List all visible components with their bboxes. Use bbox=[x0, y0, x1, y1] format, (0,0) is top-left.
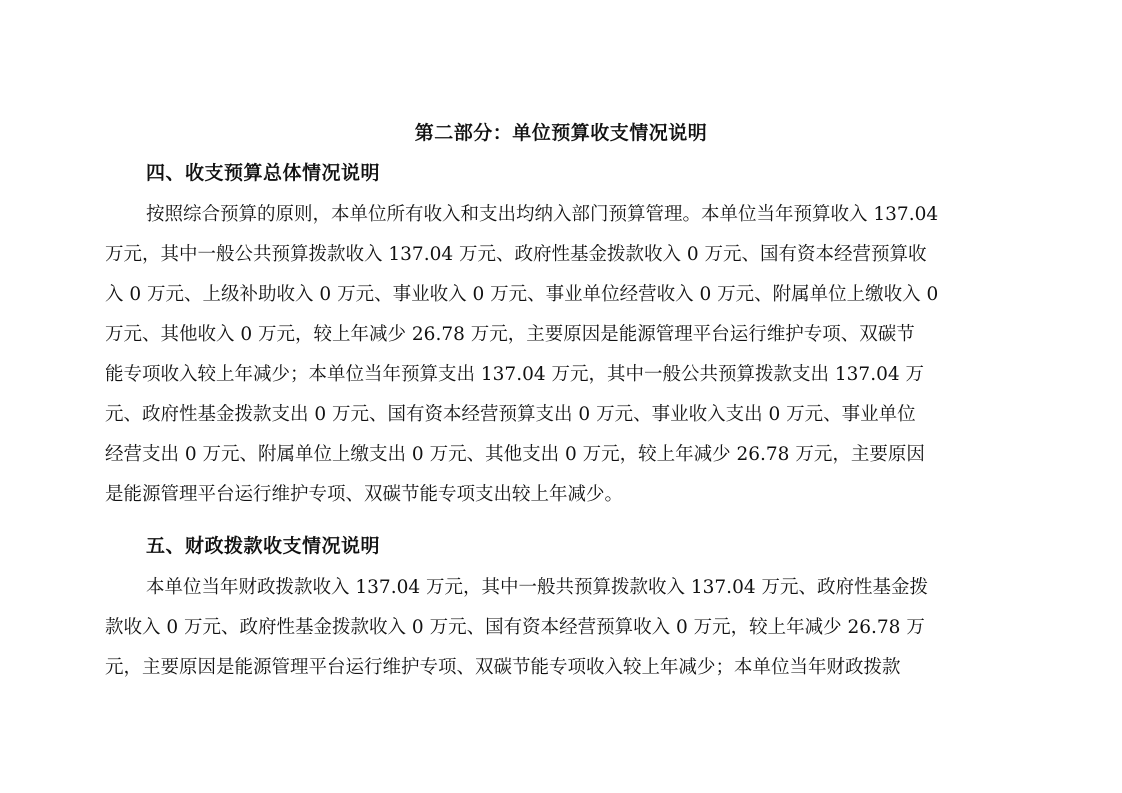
section-heading-fiscal-appropriation: 五、财政拨款收支情况说明 bbox=[146, 535, 381, 557]
paragraph-fiscal-appropriation bbox=[105, 568, 1025, 688]
text-line: 能专项收入较上年减少；本单位当年预算支出 137.04 万元，其中一般公共预算拨款支出 137.04 万 bbox=[105, 364, 924, 385]
section-heading-budget-overview: 四、收支预算总体情况说明 bbox=[146, 162, 381, 184]
text-line: 是能源管理平台运行维护专项、双碳节能专项支出较上年减少。 bbox=[105, 484, 624, 505]
text-line: 本单位当年财政拨款收入 137.04 万元，其中一般共预算拨款收入 137.04 万元、政府性基金拨 bbox=[146, 577, 928, 598]
text-line: 万元、其他收入 0 万元，较上年减少 26.78 万元，主要原因是能源管理平台运行维护专项、双碳节 bbox=[105, 324, 915, 345]
paragraph-budget-overview bbox=[105, 195, 1025, 515]
text-line: 元、政府性基金拨款支出 0 万元、国有资本经营预算支出 0 万元、事业收入支出 0 万元、事业单位 bbox=[105, 404, 916, 425]
text-line: 款收入 0 万元、政府性基金拨款收入 0 万元、国有资本经营预算收入 0 万元，较上年减少 26.78 万 bbox=[105, 617, 925, 638]
text-line: 经营支出 0 万元、附属单位上缴支出 0 万元、其他支出 0 万元，较上年减少 26.78 万元，主要原因 bbox=[105, 444, 925, 465]
text-line: 元，主要原因是能源管理平台运行维护专项、双碳节能专项收入较上年减少；本单位当年财政拨款 bbox=[105, 657, 901, 678]
part-title: 第二部分：单位预算收支情况说明 bbox=[414, 122, 708, 144]
text-line: 按照综合预算的原则，本单位所有收入和支出均纳入部门预算管理。本单位当年预算收入 137.04 bbox=[146, 204, 939, 225]
text-line: 万元，其中一般公共预算拨款收入 137.04 万元、政府性基金拨款收入 0 万元、国有资本经营预算收 bbox=[105, 244, 927, 265]
text-line: 入 0 万元、上级补助收入 0 万元、事业收入 0 万元、事业单位经营收入 0 万元、附属单位上缴收入 0 bbox=[105, 284, 939, 305]
